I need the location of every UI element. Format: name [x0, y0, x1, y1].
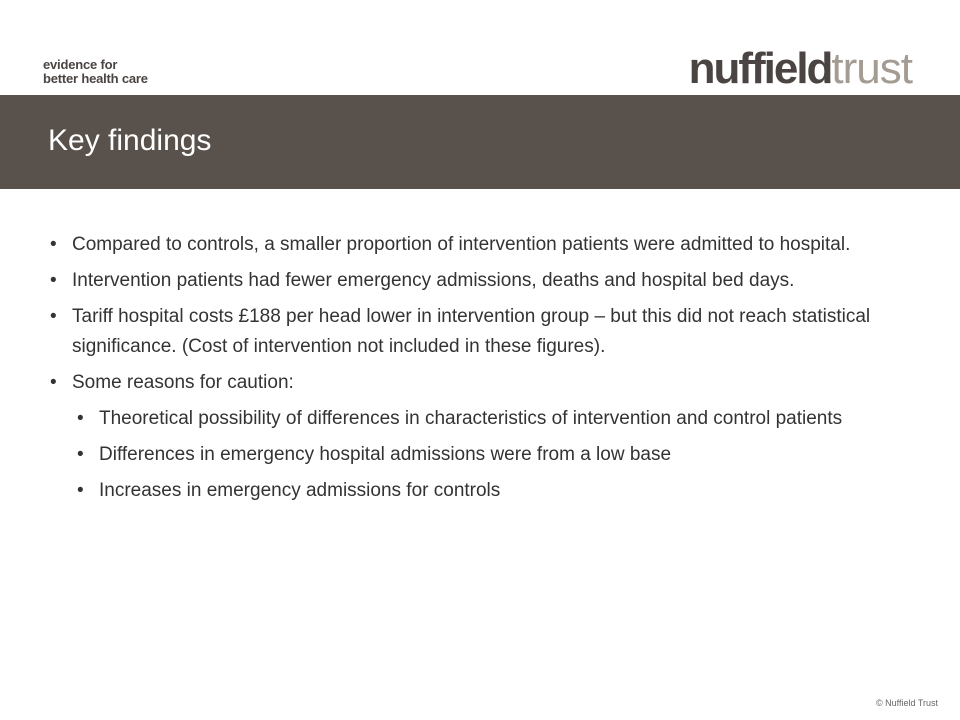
bullet-item: • Tariff hospital costs £188 per head lower in intervention group – but this did not reach statistical significance. (Cost of intervention not included in these figures).: [50, 302, 880, 362]
sub-bullet-list: [72, 404, 880, 506]
logo-word-nuffield: nuffield: [688, 44, 832, 93]
tagline-line-1: evidence for: [43, 57, 118, 72]
bullet-item: • Compared to controls, a smaller proportion of intervention patients were admitted to hospital.: [50, 230, 880, 260]
tagline-line-2: better health care: [43, 71, 148, 86]
bullet-text: Some reasons for caution:: [72, 372, 294, 393]
logo-word-trust: trust: [831, 44, 912, 93]
tagline: [43, 58, 148, 86]
bullet-list: [50, 230, 880, 506]
copyright-footer: © Nuffield Trust: [876, 698, 938, 708]
title-band: [0, 95, 960, 189]
slide-title: Key findings: [48, 124, 212, 157]
sub-bullet-item: • Theoretical possibility of differences in characteristics of intervention and control patients: [77, 404, 880, 434]
bullet-item: • Intervention patients had fewer emergency admissions, deaths and hospital bed days.: [50, 266, 880, 296]
sub-bullet-item: • Increases in emergency admissions for controls: [77, 476, 880, 506]
nuffield-trust-logo: [689, 44, 912, 94]
slide-content: [50, 230, 880, 512]
sub-bullet-item: • Differences in emergency hospital admissions were from a low base: [77, 440, 880, 470]
bullet-item-cautions: [50, 368, 880, 506]
